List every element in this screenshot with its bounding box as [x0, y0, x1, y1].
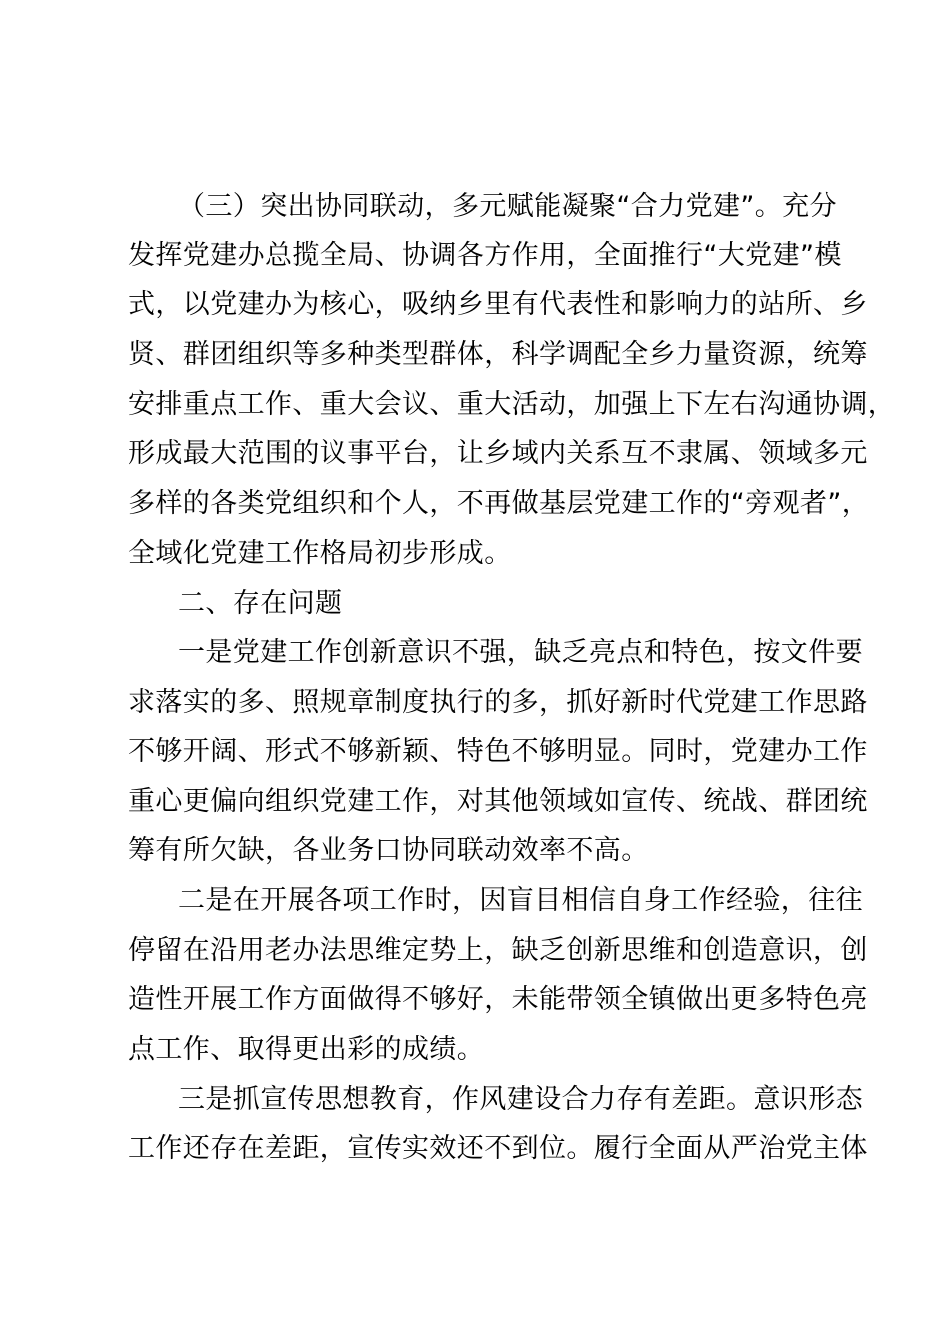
paragraph-line: 二是在开展各项工作时，因盲目相信自身工作经验，往往 — [178, 885, 863, 916]
paragraph-line: 一是党建工作创新意识不强，缺乏亮点和特色，按文件要 — [178, 637, 863, 668]
paragraph-line: 形成最大范围的议事平台，让乡域内关系互不隶属、领域多元 — [128, 438, 868, 469]
paragraph-line: 不够开阔、形式不够新颖、特色不够明显。同时，党建办工作 — [128, 736, 868, 767]
paragraph-line: 全域化党建工作格局初步形成。 — [128, 538, 512, 569]
paragraph-line: 点工作、取得更出彩的成绩。 — [128, 1034, 485, 1065]
paragraph-line: 贤、群团组织等多种类型群体，科学调配全乡力量资源，统筹 — [128, 339, 868, 370]
paragraph-line: 安排重点工作、重大会议、重大活动，加强上下左右沟通协调， — [128, 389, 896, 420]
paragraph-line: （三）突出协同联动，多元赋能凝聚“合力党建”。充分 — [178, 191, 837, 222]
paragraph-line: 式，以党建办为核心，吸纳乡里有代表性和影响力的站所、乡 — [128, 289, 868, 320]
paragraph-line: 多样的各类党组织和个人，不再做基层党建工作的“旁观者”， — [128, 488, 870, 519]
paragraph-line: 求落实的多、照规章制度执行的多，抓好新时代党建工作思路 — [128, 687, 868, 718]
paragraph-line: 停留在沿用老办法思维定势上，缺乏创新思维和创造意识，创 — [128, 935, 868, 966]
paragraph-line: 三是抓宣传思想教育，作风建设合力存有差距。意识形态 — [178, 1084, 863, 1115]
paragraph-line: 工作还存在差距，宣传实效还不到位。履行全面从严治党主体 — [128, 1133, 868, 1164]
section-heading: 二、存在问题 — [178, 588, 343, 619]
paragraph-line: 造性开展工作方面做得不够好，未能带领全镇做出更多特色亮 — [128, 984, 868, 1015]
paragraph-line: 筹有所欠缺，各业务口协同联动效率不高。 — [128, 835, 649, 866]
paragraph-line: 重心更偏向组织党建工作，对其他领域如宣传、统战、群团统 — [128, 786, 868, 817]
paragraph-line: 发挥党建办总揽全局、协调各方作用，全面推行“大党建”模 — [128, 240, 842, 271]
